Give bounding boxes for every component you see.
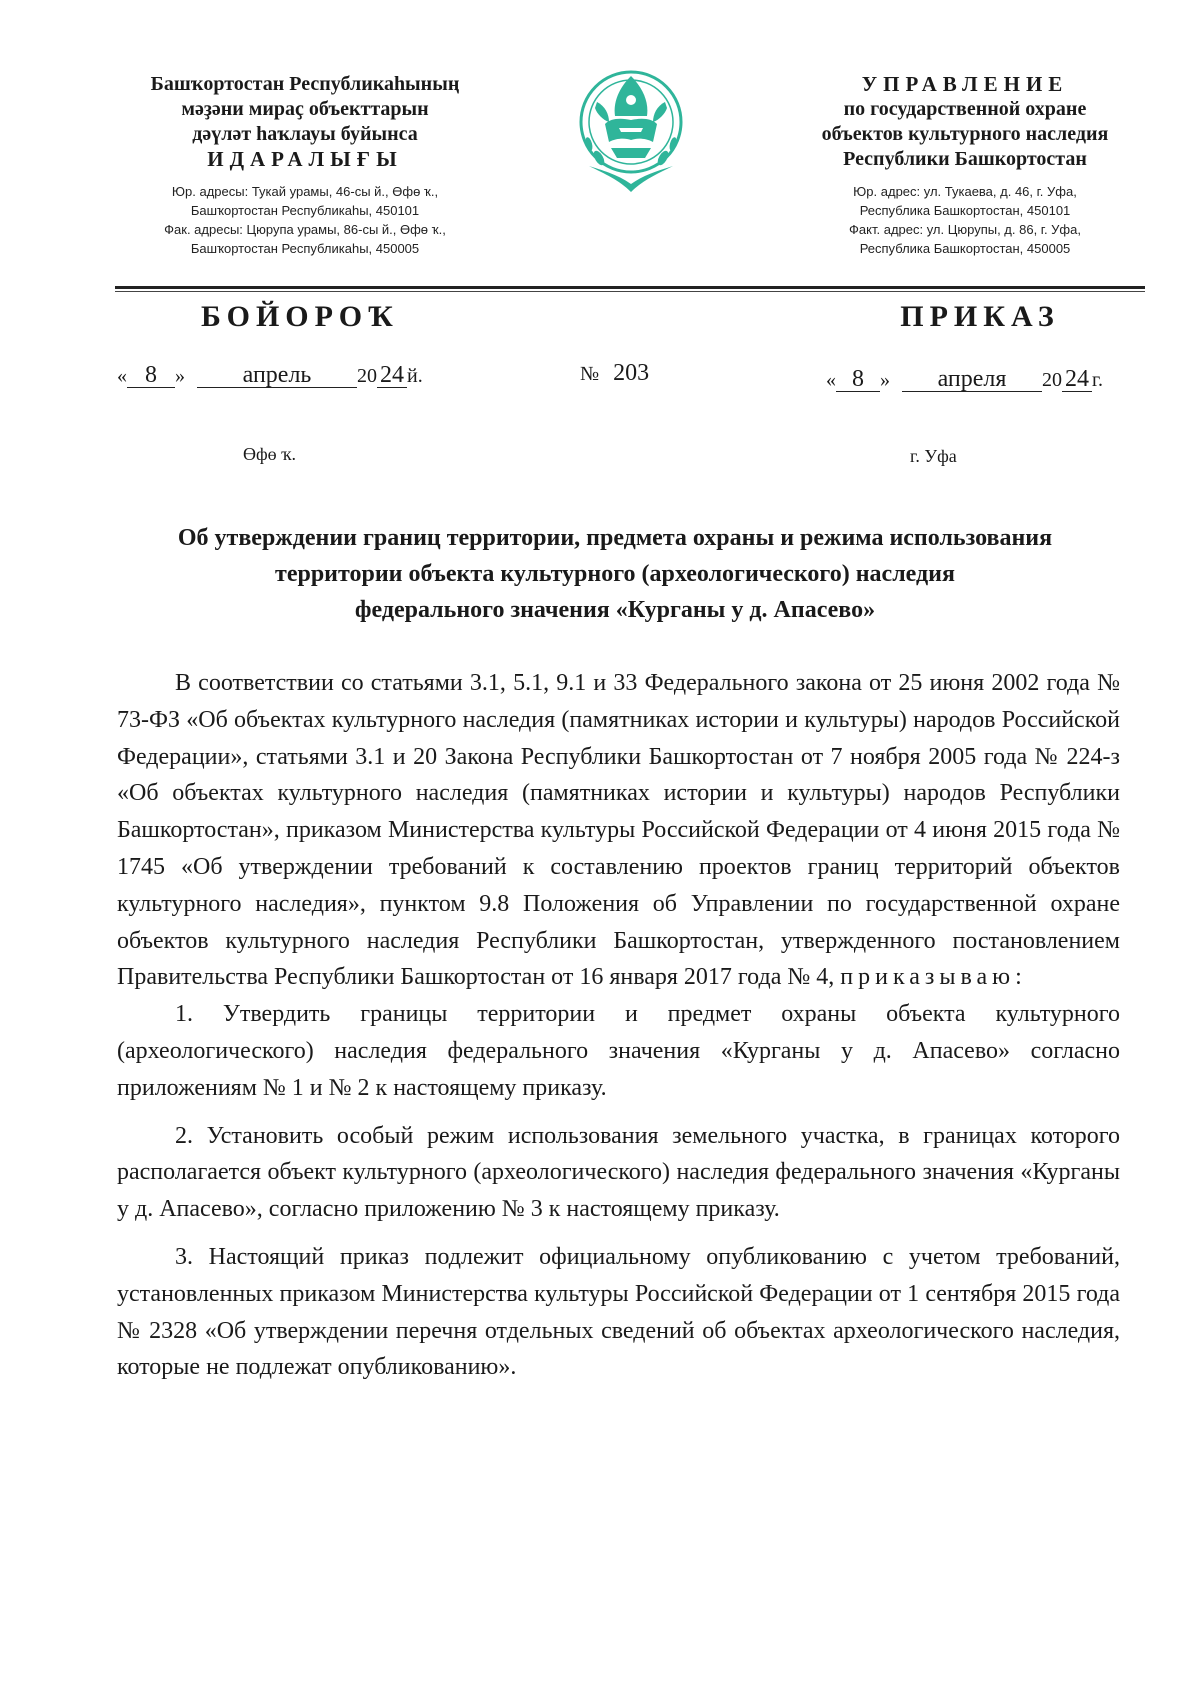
address-line: Факт. адрес: ул. Цюрупы, д. 86, г. Уфа, — [849, 222, 1081, 237]
city-russian: г. Уфа — [910, 446, 957, 466]
bashkortostan-coat-of-arms-icon — [575, 62, 687, 194]
address-line: Башҡортостан Республикаһы, 450005 — [190, 241, 420, 256]
date-bashkir: « 8 » апрель 20 24 й. — [117, 362, 423, 388]
order-subject — [110, 520, 1120, 628]
order-item-3: 3. Настоящий приказ подлежит официальному опубликованию с учетом требований, установленных приказом Министерства культуры Российской Федерации от 1 сентября 2015 года № 2328 «Об утверждении перечня отдельных сведений об объектах археологического наследия, которые не подлежат опубликованию». — [117, 1243, 1120, 1381]
header-divider — [115, 286, 1145, 289]
number-value: 203 — [613, 360, 650, 386]
address-line: Юр. адрес: ул. Тукаева, д. 46, г. Уфа, — [853, 184, 1077, 199]
address-line: Фак. адресы: Цюрупа урамы, 86-сы й., Өфө ҡ., — [164, 222, 446, 237]
org-name-line: ИДАРАЛЫҒЫ — [207, 147, 403, 171]
subject-line: Об утверждении границ территории, предмета охраны и режима использования — [177, 525, 1053, 551]
address-block — [95, 182, 515, 258]
date-year-suffix: 24 — [1062, 367, 1092, 392]
date-russian: « 8 » апреля 20 24 г. — [826, 366, 1103, 392]
header-divider-thin — [115, 291, 1145, 292]
number-sign: № — [580, 363, 600, 385]
date-month: апреля — [902, 367, 1042, 392]
address-block — [775, 182, 1155, 258]
preamble-paragraph — [117, 665, 1120, 996]
preamble-text: В соответствии со статьями 3.1, 5.1, 9.1 и 33 Федерального закона от 25 июня 2002 года № 73-ФЗ «Об объектах культурного наследия (памятниках истории и культуры) народов Российской Федерации», статьями 3.1 и 20 Закона Республики Башкортостан от 7 ноября 2005 года № 224-з «Об объектах культурного наследия (памятниках истории и культуры) народов Республики Башкортостан», приказом Министерства культуры Российской Федерации от 4 июня 2015 года № 1745 «Об утверждении требований к составлению проектов границ территорий объектов культурного наследия», пунктом 9.8 Положения об Управлении по государственной охране объектов культурного наследия Республики Башкортостан, утвержденного постановлением Правительства Республики Башкортостан от 16 января 2017 года № 4, — [117, 670, 1120, 991]
address-line: Республика Башкортостан, 450005 — [859, 241, 1071, 256]
order-word: приказываю: — [840, 964, 1027, 991]
org-name-line: объектов культурного наследия — [821, 123, 1109, 145]
city-bashkir: Өфө ҡ. — [243, 444, 296, 464]
doc-title-russian: ПРИКАЗ — [900, 300, 1060, 333]
doc-title-bashkir: БОЙОРОҠ — [201, 300, 399, 333]
date-day: 8 — [127, 363, 175, 388]
address-line: Юр. адресы: Тукай урамы, 46-сы й., Өфө ҡ., — [171, 184, 439, 199]
date-year-suffix: 24 — [377, 363, 407, 388]
order-item-1: 1. Утвердить границы территории и предмет охраны объекта культурного (археологического) наследия федерального значения «Курганы у д. Апасево» согласно приложениям № 1 и № 2 к настоящему приказу. — [117, 1001, 1120, 1101]
order-number — [580, 360, 649, 387]
org-name-line: по государственной охране — [843, 98, 1087, 120]
org-name-line: УПРАВЛЕНИЕ — [861, 72, 1069, 96]
order-item-2: 2. Установить особый режим использования земельного участка, в границах которого располагается объект культурного (археологического) наследия федерального значения «Курганы у д. Апасево», согласно приложению № 3 к настоящему приказу. — [117, 1122, 1120, 1223]
date-year-word: г. — [1092, 369, 1103, 391]
address-line: Башҡортостан Республикаһы, 450101 — [190, 203, 420, 218]
subject-line: федерального значения «Курганы у д. Апасево» — [354, 597, 876, 623]
date-year-prefix: 20 — [357, 365, 377, 387]
subject-line: территории объекта культурного (археологического) наследия — [275, 561, 955, 587]
header-org-bashkir — [95, 72, 515, 258]
date-day: 8 — [836, 367, 880, 392]
org-name-line: Башҡортостан Республикаһының — [150, 73, 460, 95]
org-name-line: мәҙәни мираҫ объекттарын — [181, 98, 429, 120]
date-month: апрель — [197, 363, 357, 388]
order-body — [117, 665, 1120, 1386]
date-year-word: й. — [407, 365, 423, 387]
header-org-russian — [775, 72, 1155, 258]
date-year-prefix: 20 — [1042, 369, 1062, 391]
org-name-line: Республики Башкортостан — [843, 148, 1087, 170]
org-name-line: дәүләт һаҡлауы буйынса — [192, 123, 418, 145]
address-line: Республика Башкортостан, 450101 — [859, 203, 1071, 218]
